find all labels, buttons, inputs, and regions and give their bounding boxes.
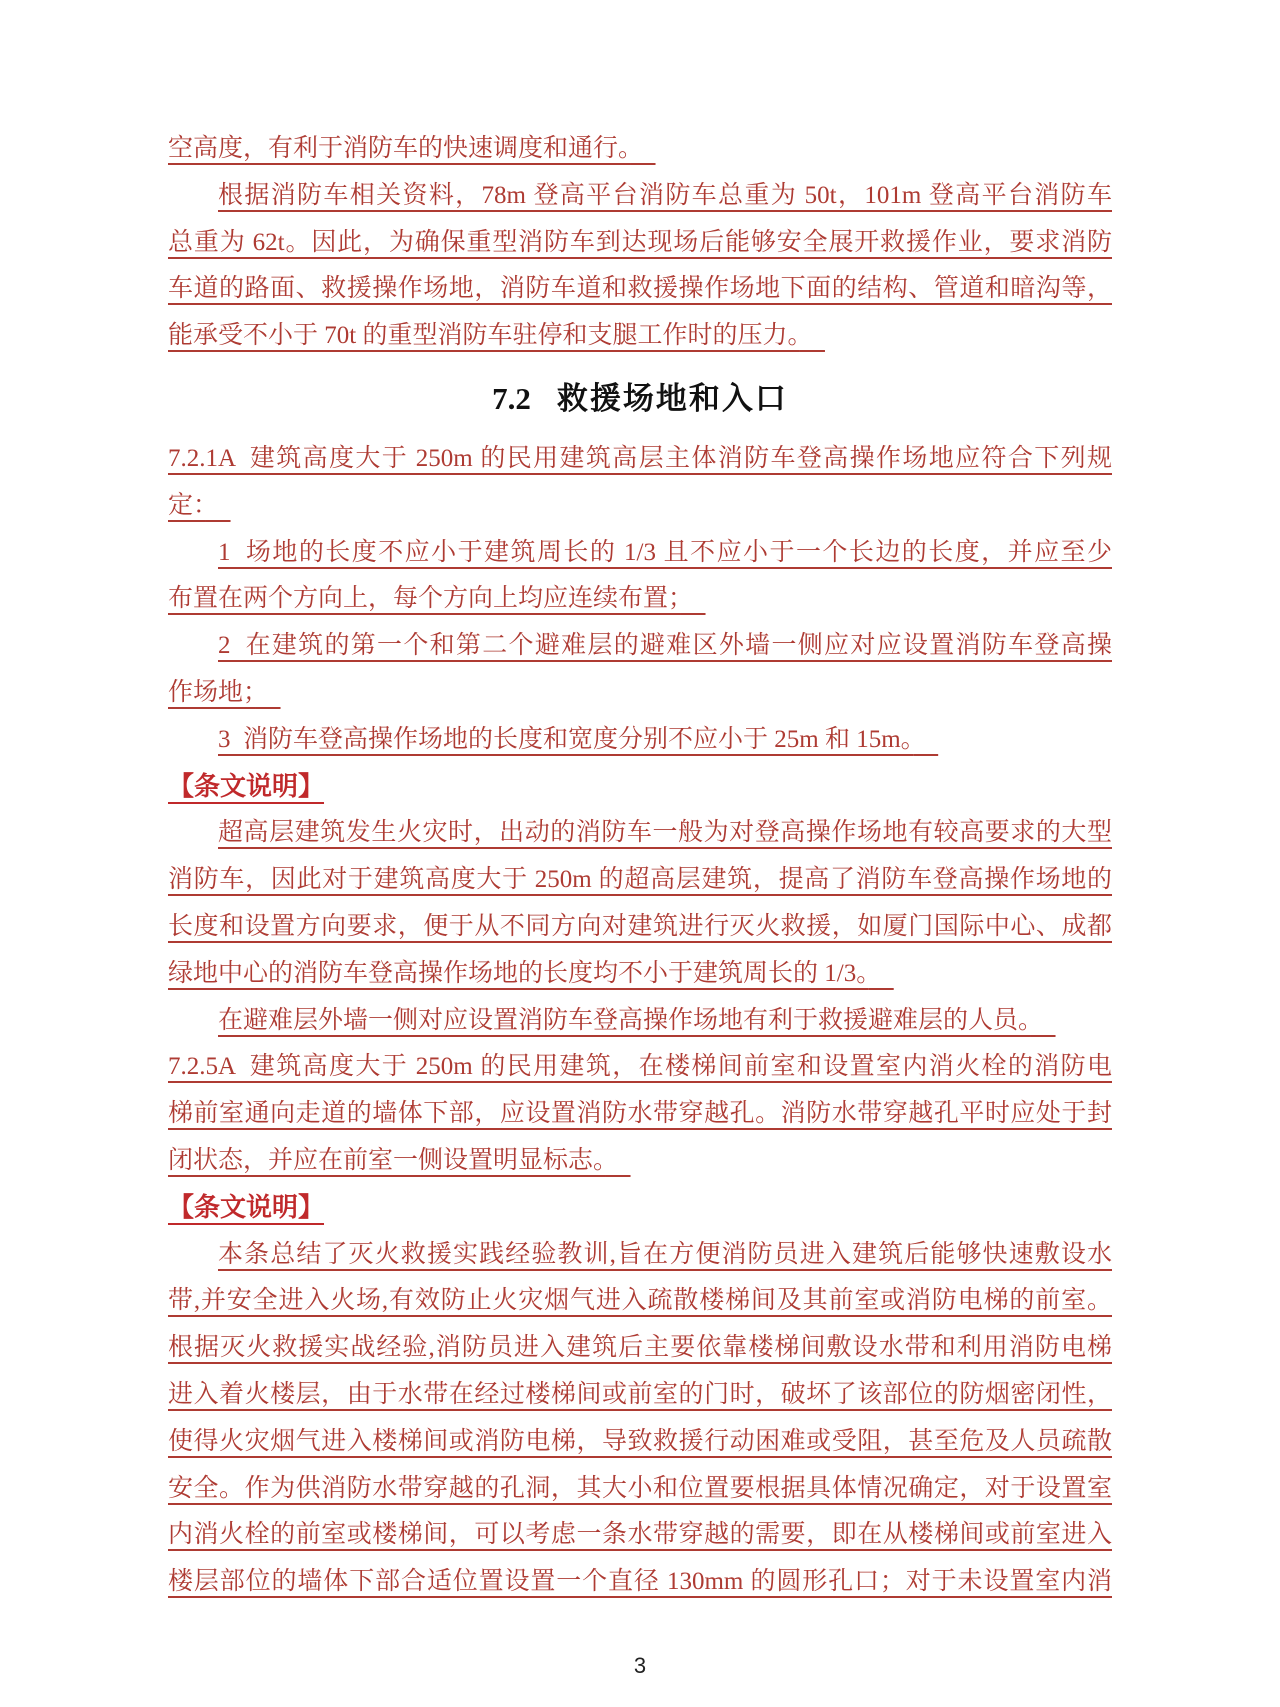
- text-line: 根据消防车相关资料，78m 登高平台消防车总重为 50t，101m 登高平台消防车: [218, 181, 1112, 209]
- text-line: 布置在两个方向上，每个方向上均应连续布置；: [168, 585, 681, 613]
- text-line: 安全。作为供消防水带穿越的孔洞，其大小和位置要根据具体情况确定，对于设置室: [168, 1474, 1112, 1502]
- page-number: 3: [633, 1653, 647, 1678]
- text-line: 内消火栓的前室或楼梯间，可以考虑一条水带穿越的需要，即在从楼梯间或前室进入: [168, 1521, 1112, 1549]
- text-line: 超高层建筑发生火灾时，出动的消防车一般为对登高操作场地有较高要求的大型: [218, 819, 1112, 847]
- text-line: 楼层部位的墙体下部合适位置设置一个直径 130mm 的圆形孔口；对于未设置室内消: [168, 1568, 1112, 1596]
- text-line: 在避难层外墙一侧对应设置消防车登高操作场地有利于救援避难层的人员。: [218, 1006, 1031, 1034]
- text-line: 进入着火楼层，由于水带在经过楼梯间或前室的门时，破坏了该部位的防烟密闭性，: [168, 1380, 1112, 1408]
- text-line: 本条总结了灭火救援实践经验教训,旨在方便消防员进入建筑后能够快速敷设水: [218, 1240, 1112, 1268]
- text-line: 2 在建筑的第一个和第二个避难层的避难区外墙一侧应对应设置消防车登高操: [218, 632, 1112, 660]
- text-line: 闭状态，并应在前室一侧设置明显标志。: [168, 1146, 606, 1174]
- text-line: 定：: [168, 491, 206, 519]
- explanation-label: 【条文说明】: [168, 771, 325, 801]
- text-line: 根据灭火救援实战经验,消防员进入建筑后主要依靠楼梯间敷设水带和利用消防电梯: [168, 1334, 1112, 1362]
- section-heading: [168, 370, 1112, 428]
- section-heading-number: 7.2: [492, 380, 531, 416]
- text-line: 作场地；: [168, 678, 256, 706]
- text-line: 7.2.1A 建筑高度大于 250m 的民用建筑高层主体消防车登高操作场地应符合下列规: [168, 444, 1112, 472]
- text-line: 绿地中心的消防车登高操作场地的长度均不小于建筑周长的 1/3。: [168, 959, 869, 987]
- text-line: 3 消防车登高操作场地的长度和宽度分别不应小于 25m 和 15m。: [218, 725, 914, 753]
- text-line: 使得火灾烟气进入楼梯间或消防电梯，导致救援行动困难或受阻，甚至危及人员疏散: [168, 1427, 1112, 1455]
- text-line: 7.2.5A 建筑高度大于 250m 的民用建筑，在楼梯间前室和设置室内消火栓的消防电: [168, 1053, 1112, 1081]
- text-line: 长度和设置方向要求，便于从不同方向对建筑进行灭火救援，如厦门国际中心、成都: [168, 912, 1112, 940]
- text-line: 带,并安全进入火场,有效防止火灾烟气进入疏散楼梯间及其前室或消防电梯的前室。: [168, 1287, 1112, 1315]
- text-line: 能承受不小于 70t 的重型消防车驻停和支腿工作时的压力。: [168, 322, 800, 350]
- document-content: [168, 126, 1112, 1606]
- text-line: 总重为 62t。因此，为确保重型消防车到达现场后能够安全展开救援作业，要求消防: [168, 228, 1112, 256]
- text-line: 空高度，有利于消防车的快速调度和通行。: [168, 135, 631, 162]
- section-heading-title: 救援场地和入口: [556, 380, 788, 416]
- text-line: 梯前室通向走道的墙体下部，应设置消防水带穿越孔。消防水带穿越孔平时应处于封: [168, 1100, 1112, 1128]
- text-line: 消防车，因此对于建筑高度大于 250m 的超高层建筑，提高了消防车登高操作场地的: [168, 866, 1112, 894]
- explanation-label: 【条文说明】: [168, 1192, 325, 1222]
- text-line: 车道的路面、救援操作场地，消防车道和救援操作场地下面的结构、管道和暗沟等，: [168, 275, 1112, 303]
- text-line: 1 场地的长度不应小于建筑周长的 1/3 且不应小于一个长边的长度，并应至少: [218, 538, 1112, 566]
